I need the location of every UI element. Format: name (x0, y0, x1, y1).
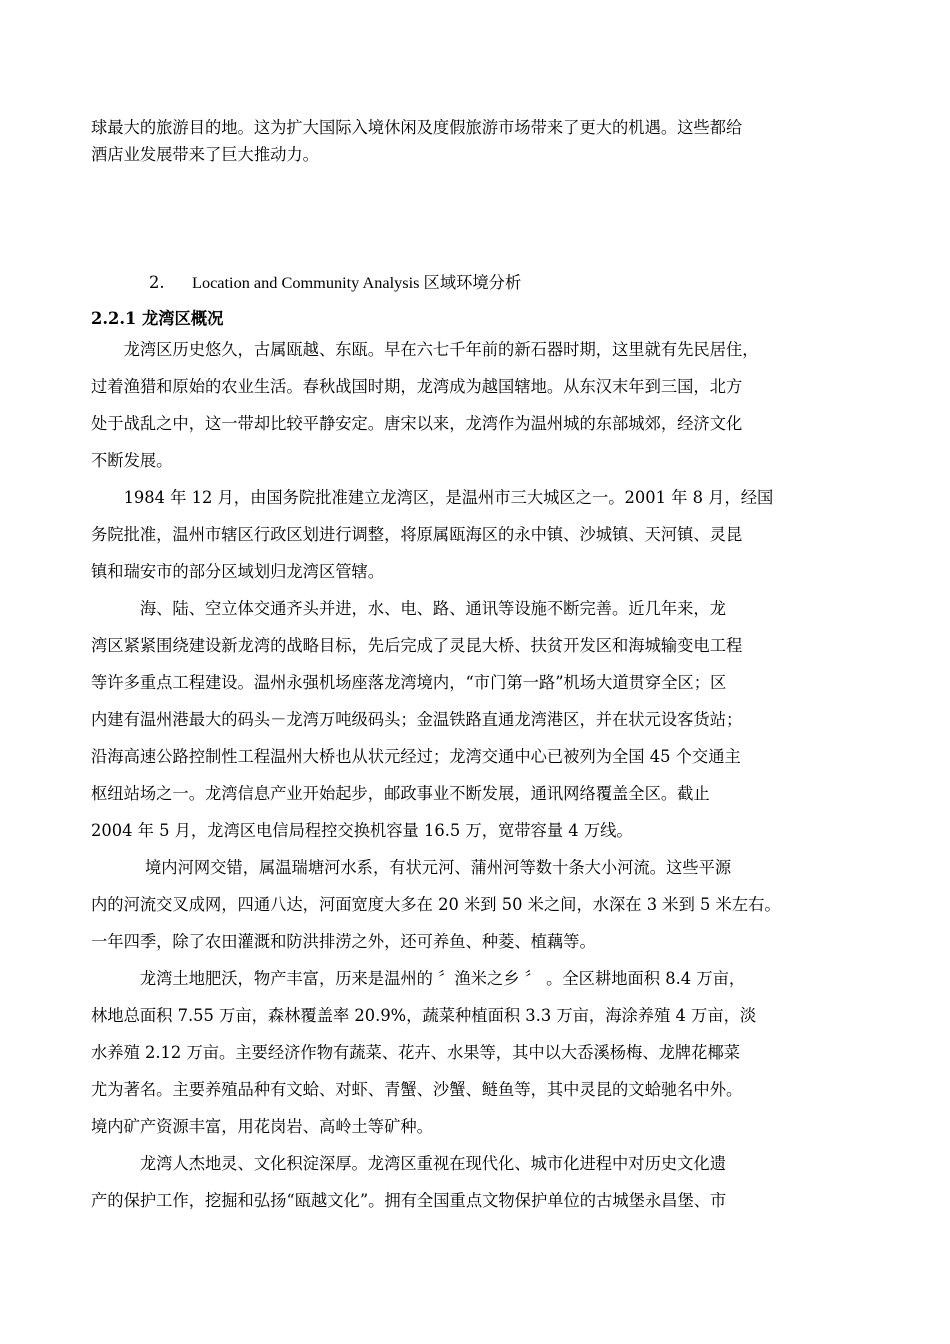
section-heading (149, 269, 521, 293)
paragraph-line: 境内河网交错，属温瑞塘河水系，有状元河、蒲州河等数十条大小河流。这些平源 (91, 858, 732, 877)
paragraph-line: 内的河流交叉成网，四通八达，河面宽度大多在 20 米到 50 米之间，水深在 3 米到 5 米左右。 (91, 895, 781, 914)
intro-line: 酒店业发展带来了巨大推动力。 (91, 145, 319, 164)
paragraph-line: 龙湾土地肥沃，物产丰富，历来是温州的 〞渔米之乡 〞 。全区耕地面积 8.4 万亩， (91, 969, 746, 988)
paragraph-line: 镇和瑞安市的部分区域划归龙湾区管辖。 (91, 562, 385, 581)
paragraph-line: 1984 年 12 月，由国务院批准建立龙湾区，是温州市三大城区之一。2001 年 8 月，经国 (91, 488, 774, 507)
paragraph-line: 龙湾区历史悠久，古属瓯越、东瓯。早在六七千年前的新石器时期，这里就有先民居住， (91, 340, 759, 359)
paragraph-line: 等许多重点工程建设。温州永强机场座落龙湾境内，“市门第一路”机场大道贯穿全区；区 (91, 673, 727, 692)
paragraph-line: 湾区紧紧围绕建设新龙湾的战略目标，先后完成了灵昆大桥、扶贫开发区和海城输变电工程 (91, 636, 743, 655)
paragraph-line: 林地总面积 7.55 万亩，森林覆盖率 20.9%，蔬菜种植面积 3.3 万亩，海涂养殖 4 万亩，淡 (91, 1006, 757, 1025)
paragraph-line: 枢纽站场之一。龙湾信息产业开始起步，邮政事业不断发展，通讯网络覆盖全区。截止 (91, 784, 710, 803)
intro-line: 球最大的旅游目的地。这为扩大国际入境休闲及度假旅游市场带来了更大的机遇。这些都给 (91, 118, 743, 137)
paragraph-line: 沿海高速公路控制性工程温州大桥也从状元经过；龙湾交通中心已被列为全国 45 个交通主 (91, 747, 741, 766)
subsection-heading: 2.2.1 龙湾区概况 (91, 309, 224, 328)
paragraph-line: 不断发展。 (91, 451, 173, 470)
paragraph-line: 尤为著名。主要养殖品种有文蛤、对虾、青蟹、沙蟹、鲢鱼等，其中灵昆的文蛤驰名中外。 (91, 1080, 743, 1099)
paragraph-line: 过着渔猎和原始的农业生活。春秋战国时期，龙湾成为越国辖地。从东汉末年到三国，北方 (91, 377, 743, 396)
paragraph-line: 产的保护工作，挖掘和弘扬“瓯越文化”。拥有全国重点文物保护单位的古城堡永昌堡、市 (91, 1191, 727, 1210)
paragraph-line: 务院批准，温州市辖区行政区划进行调整，将原属瓯海区的永中镇、沙城镇、天河镇、灵昆 (91, 525, 743, 544)
paragraph-line: 2004 年 5 月，龙湾区电信局程控交换机容量 16.5 万，宽带容量 4 万线。 (91, 821, 633, 840)
paragraph-line: 处于战乱之中，这一带却比较平静安定。唐宋以来，龙湾作为温州城的东部城郊，经济文化 (91, 414, 743, 433)
paragraph-line: 水养殖 2.12 万亩。主要经济作物有蔬菜、花卉、水果等，其中以大岙溪杨梅、龙牌花椰菜 (91, 1043, 741, 1062)
paragraph-line: 海、陆、空立体交通齐头并进，水、电、路、通讯等设施不断完善。近几年来，龙 (91, 599, 726, 618)
section-number: 2. (149, 273, 165, 292)
section-title: Location and Community Analysis 区域环境分析 (192, 273, 522, 292)
paragraph-line: 内建有温州港最大的码头－龙湾万吨级码头；金温铁路直通龙湾港区，并在状元设客货站； (91, 710, 743, 729)
paragraph-line: 龙湾人杰地灵、文化积淀深厚。龙湾区重视在现代化、城市化进程中对历史文化遗 (91, 1154, 726, 1173)
paragraph-line: 境内矿产资源丰富，用花岗岩、高岭土等矿种。 (91, 1117, 433, 1136)
paragraph-line: 一年四季，除了农田灌溉和防洪排涝之外，还可养鱼、种菱、植藕等。 (91, 932, 596, 951)
